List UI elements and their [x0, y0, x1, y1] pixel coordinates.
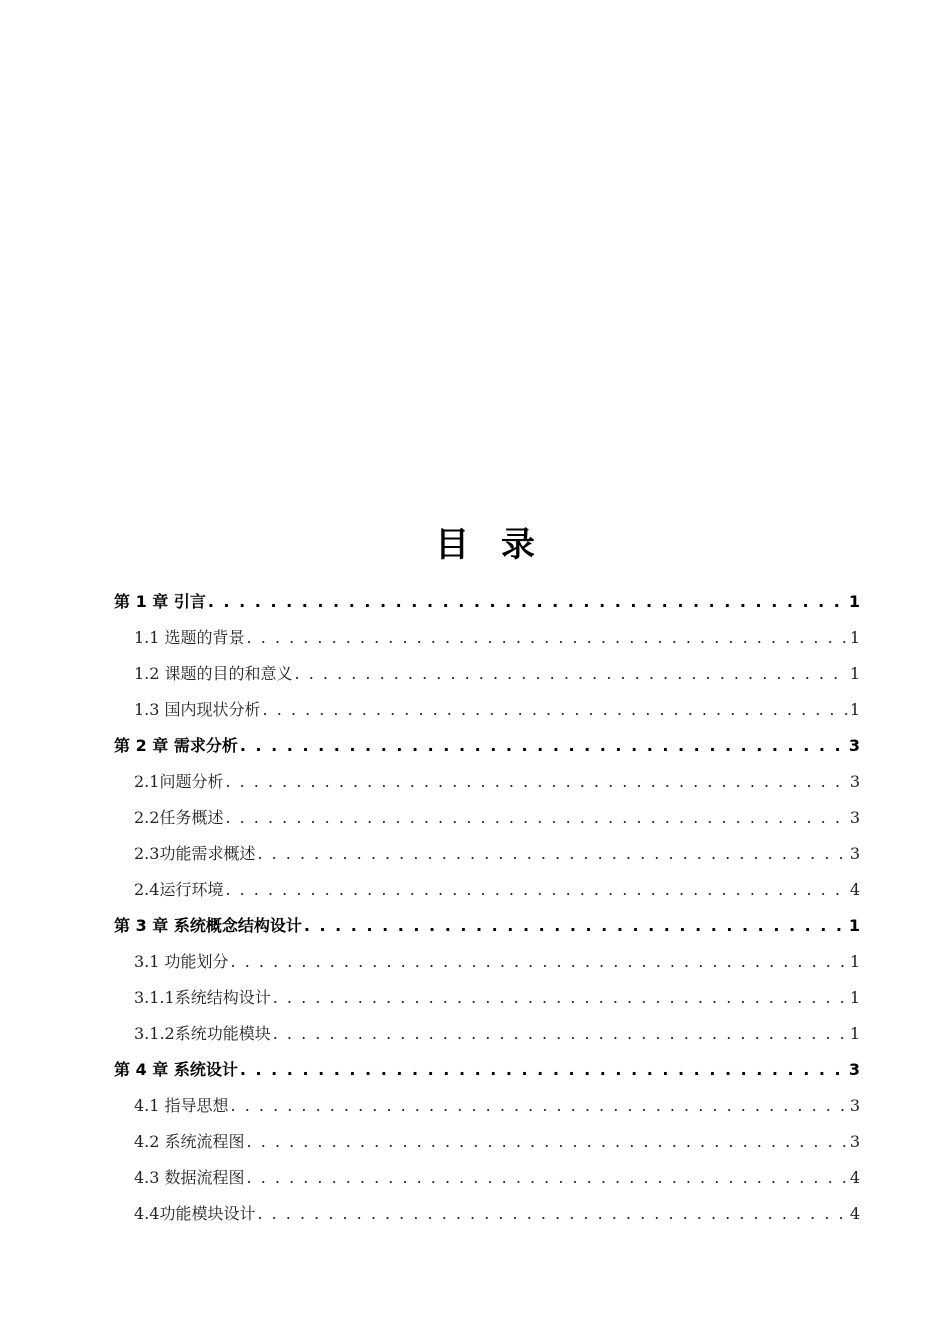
- toc-page-number: 1: [848, 916, 860, 935]
- toc-page-number: 1: [849, 664, 860, 683]
- dot-leader: [257, 1196, 847, 1232]
- toc-section-entry[interactable]: [114, 692, 860, 728]
- toc-entry-label: 第 1 章 引言: [114, 592, 206, 611]
- toc-entry-label: 1.3 国内现状分析: [134, 700, 261, 719]
- dot-leader: [295, 656, 848, 692]
- dot-leader: [225, 800, 847, 836]
- dot-leader: [225, 764, 847, 800]
- toc-entry-label: 2.3功能需求概述: [134, 844, 256, 863]
- toc-page-number: 1: [849, 952, 860, 971]
- toc-page-number: 1: [849, 1024, 860, 1043]
- toc-entry-label: 4.1 指导思想: [134, 1096, 229, 1115]
- dot-leader: [304, 908, 847, 944]
- toc-title: 目 录: [435, 525, 545, 565]
- toc-section-entry[interactable]: [114, 1196, 860, 1232]
- toc-page-number: 1: [849, 988, 860, 1007]
- toc-entry-label: 第 3 章 系统概念结构设计: [114, 916, 302, 935]
- dot-leader: [231, 1088, 848, 1124]
- toc-entry-label: 第 2 章 需求分析: [114, 736, 238, 755]
- toc-entry-label: 2.1问题分析: [134, 772, 224, 791]
- toc-section-entry[interactable]: [114, 1160, 860, 1196]
- toc-entry-label: 1.2 课题的目的和意义: [134, 664, 293, 683]
- toc-page-number: 3: [848, 1060, 860, 1079]
- toc-page-number: 4: [849, 1204, 860, 1223]
- toc-chapter-entry[interactable]: [114, 1052, 860, 1088]
- toc-section-entry[interactable]: [114, 656, 860, 692]
- toc-entry-label: 1.1 选题的背景: [134, 628, 245, 647]
- toc-section-entry[interactable]: [114, 944, 860, 980]
- toc-page-number: 4: [849, 1168, 860, 1187]
- toc-page-number: 1: [848, 592, 860, 611]
- toc-entry-label: 3.1 功能划分: [134, 952, 229, 971]
- toc-section-entry[interactable]: [114, 872, 860, 908]
- dot-leader: [240, 728, 847, 764]
- toc-entry-label: 3.1.1系统结构设计: [134, 988, 271, 1007]
- dot-leader: [247, 1124, 848, 1160]
- dot-leader: [208, 584, 847, 620]
- toc-section-entry[interactable]: [114, 620, 860, 656]
- dot-leader: [273, 980, 848, 1016]
- dot-leader: [225, 872, 847, 908]
- table-of-contents: [114, 584, 860, 1232]
- toc-entry-label: 4.2 系统流程图: [134, 1132, 245, 1151]
- toc-entry-label: 3.1.2系统功能模块: [134, 1024, 271, 1043]
- toc-page-number: 4: [849, 880, 860, 899]
- toc-page-number: 3: [849, 1132, 860, 1151]
- toc-entry-label: 4.4功能模块设计: [134, 1204, 256, 1223]
- toc-section-entry[interactable]: [114, 980, 860, 1016]
- dot-leader: [273, 1016, 848, 1052]
- toc-page-number: 3: [849, 844, 860, 863]
- dot-leader: [247, 620, 848, 656]
- toc-page-number: 1: [849, 628, 860, 647]
- toc-chapter-entry[interactable]: [114, 908, 860, 944]
- toc-page-number: 3: [849, 1096, 860, 1115]
- toc-section-entry[interactable]: [114, 836, 860, 872]
- dot-leader: [247, 1160, 848, 1196]
- toc-entry-label: 2.2任务概述: [134, 808, 224, 827]
- toc-chapter-entry[interactable]: [114, 728, 860, 764]
- toc-entry-label: 第 4 章 系统设计: [114, 1060, 238, 1079]
- toc-section-entry[interactable]: [114, 1016, 860, 1052]
- toc-section-entry[interactable]: [114, 1124, 860, 1160]
- toc-chapter-entry[interactable]: [114, 584, 860, 620]
- dot-leader: [263, 692, 848, 728]
- toc-entry-label: 2.4运行环境: [134, 880, 224, 899]
- dot-leader: [240, 1052, 847, 1088]
- toc-page-number: 1: [849, 700, 860, 719]
- toc-section-entry[interactable]: [114, 764, 860, 800]
- toc-entry-label: 4.3 数据流程图: [134, 1168, 245, 1187]
- toc-section-entry[interactable]: [114, 1088, 860, 1124]
- dot-leader: [231, 944, 848, 980]
- toc-page-number: 3: [849, 808, 860, 827]
- dot-leader: [257, 836, 847, 872]
- toc-page-number: 3: [848, 736, 860, 755]
- toc-section-entry[interactable]: [114, 800, 860, 836]
- toc-page-number: 3: [849, 772, 860, 791]
